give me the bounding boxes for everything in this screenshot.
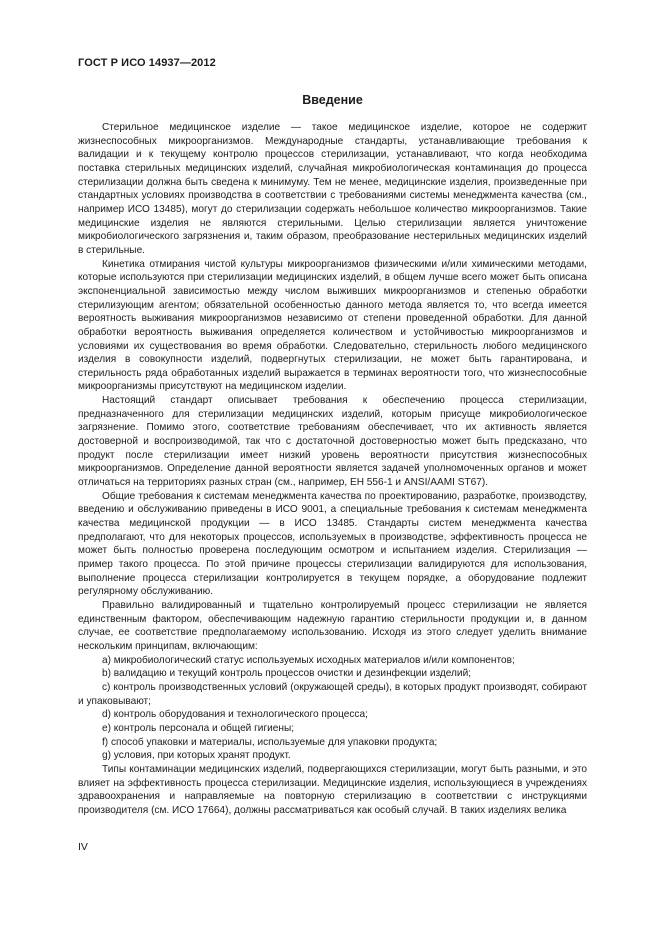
paragraph-1: Стерильное медицинское изделие — такое медицинское изделие, которое не содержит жизнеспособных микроорганизмов. Международные стандарты, устанавливающие требования к валидации и к текущему контролю процессов стерилизации, устанавливают, что когда необходима поставка стерильных медицинских изделий, случайная микробиологическая контаминация до процесса стерилизации должна быть сведена к минимуму. Тем не менее, медицинские изделия, произведенные при стандартных условиях производства в соответствии с требованиями системы менеджмента качества (см., например ИСО 13485), могут до стерилизации содержать небольшое количество микроорганизмов. Такие медицинские изделия не являются стерильными. Целью стерилизации является уничтожение микробиологического загрязнения и, таким образом, преобразование нестерильных медицинских изделий в стерильные.: [78, 122, 587, 256]
list-item-a: a) микробиологический статус используемых исходных материалов и/или компонентов;: [102, 654, 515, 666]
paragraph-4: Общие требования к системам менеджмента качества по проектированию, разработке, производству, введению и обслуживанию приведены в ИСО 9001, а специальные требования к системам менеджмента качества медицинской продукции — в ИСО 13485. Стандарты систем менеджмента качества предполагают, что для некоторых процессов, используемых в производстве, эффективность процесса не может быть полностью проверена последующим осмотром и испытанием изделия. Стерилизация — пример такого процесса. По этой причине процессы стерилизации валидируются для использования, выполнение процесса стерилизации контролируется в текущем порядке, а оборудование подлежит регулярному обслуживанию.: [78, 490, 587, 598]
page-number: IV: [78, 841, 88, 853]
document-header-id: ГОСТ Р ИСО 14937—2012: [78, 57, 216, 69]
list-item-f: f) способ упаковки и материалы, используемые для упаковки продукта;: [102, 736, 438, 748]
paragraph-2: Кинетика отмирания чистой культуры микроорганизмов физическими и/или химическими методами, которые используются при стерилизации медицинских изделий, в общем лучше всего может быть описана экспоненциальной зависимостью между числом выживших микроорганизмов и степенью обработки стерилизующим агентом; обязательной особенностью данного метода является то, что всегда имеется вероятность выживания микроорганизмов независимо от степени проведенной обработки. Для данной обработки вероятность выживания определяется количеством и устойчивостью микроорганизмов и условиями их существования во время обработки. Следовательно, стерильность любого медицинского изделия в совокупности изделий, подвергнутых стерилизации, не может быть гарантирована, и стерильность ряда обработанных изделий выражается в терминах вероятности того, что жизнеспособные микроорганизмы присутствуют на медицинском изделии.: [78, 258, 587, 393]
list-item-e: e) контроль персонала и общей гигиены;: [102, 722, 295, 734]
paragraph-3: Настоящий стандарт описывает требования к обеспечению процесса стерилизации, предназначенного для стерилизации медицинских изделий, которым присуще микробиологическое загрязнение. Помимо этого, соответствие требованиям обеспечивает, что их активность является достоверной и воспроизводимой, так что с достаточной достоверностью может быть предсказано, что продукт после стерилизации имеет низкий уровень вероятности присутствия жизнеспособных микроорганизмов. Определение данной вероятности является задачей уполномоченных органов и может отличаться на территориях разных стран (см., например, ЕН 556-1 и ANSI/AAMI ST67).: [78, 395, 587, 489]
section-title: Введение: [302, 93, 363, 107]
list-item-c: c) контроль производственных условий (окружающей среды), в которых продукт производят, собирают и упаковывают;: [78, 681, 587, 707]
paragraph-5: Правильно валидированный и тщательно контролируемый процесс стерилизации не является единственным фактором, обеспечивающим надежную гарантию стерильности продукции и, в данном случае, ее соответствие предполагаемому использованию. Исходя из этого следует уделить внимание нескольким принципам, включающим:: [78, 599, 587, 652]
list-item-g: g) условия, при которых хранят продукт.: [102, 750, 291, 762]
list-item-b: b) валидацию и текущий контроль процессов очистки и дезинфекции изделий;: [102, 668, 472, 680]
list-item-d: d) контроль оборудования и технологического процесса;: [102, 709, 368, 721]
body-text: [78, 121, 587, 817]
closing-paragraph: Типы контаминации медицинских изделий, подвергающихся стерилизации, могут быть разными, и это влияет на эффективность процесса стерилизации. Медицинские изделия, использующиеся в учреждениях здравоохранения и направляемые на повторную стерилизацию в соответствии с инструкциями производителя (см. ИСО 17664), должны рассматриваться как особый случай. В таких изделиях велика: [78, 763, 587, 816]
